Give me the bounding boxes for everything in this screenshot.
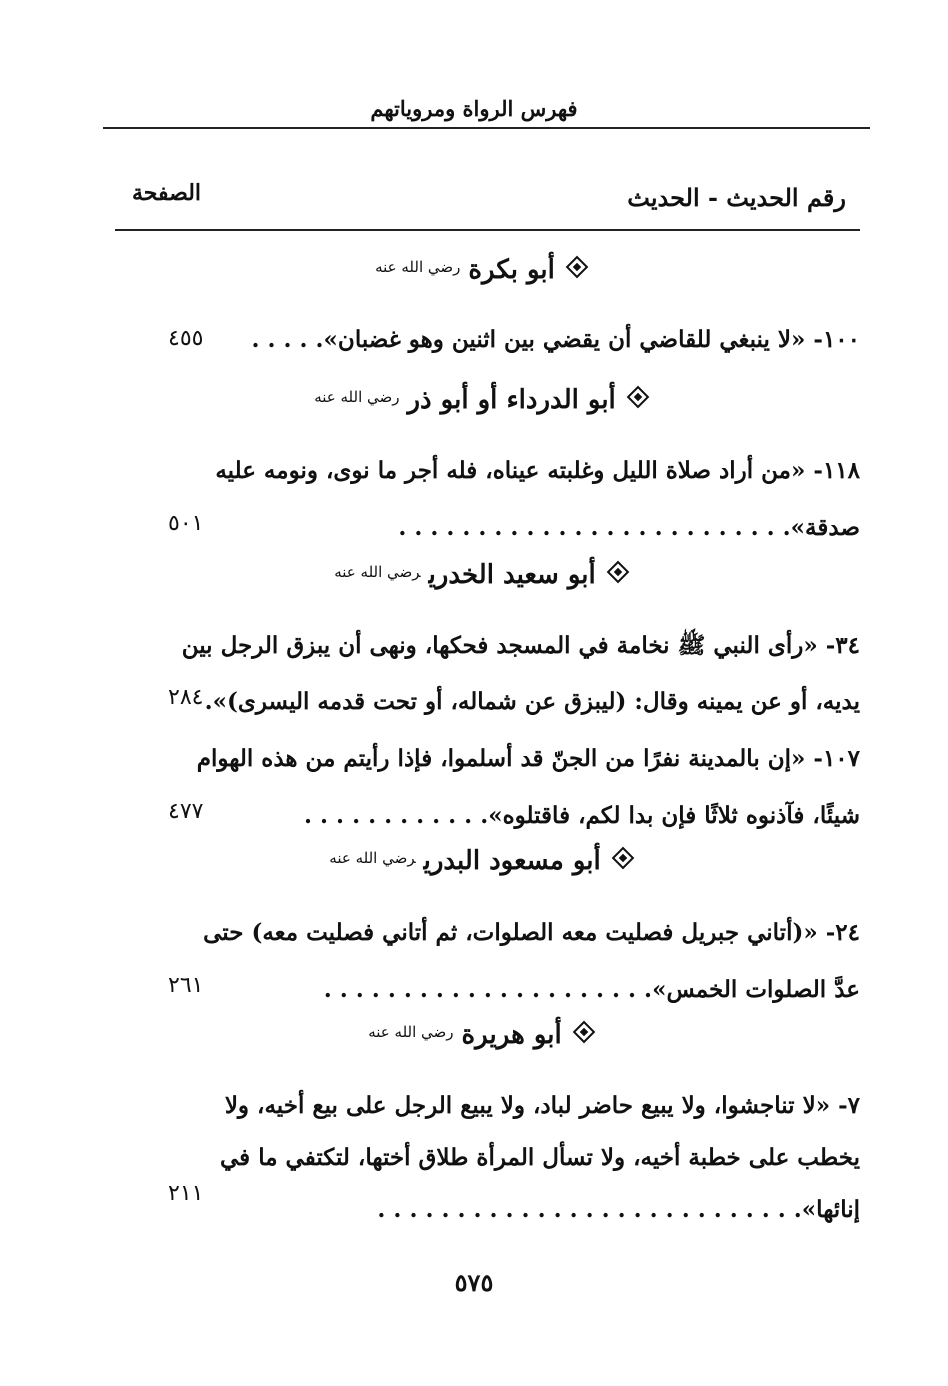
hadith-line: ١٠٠- «لا ينبغي للقاضي أن يقضي بين اثنين وهو غضبان». . . . . bbox=[251, 326, 860, 353]
page-ref: ٢٨٤ bbox=[168, 685, 204, 710]
diamond-bullet-icon bbox=[611, 847, 634, 870]
top-rule bbox=[103, 127, 870, 129]
honorific-text: رضي الله عنه bbox=[314, 388, 400, 406]
narrator-heading bbox=[280, 1020, 680, 1050]
page-number: ٥٧٥ bbox=[454, 1268, 494, 1297]
hadith-line: عدَّ الصلوات الخمس». . . . . . . . . . . . . . . . . . . . . bbox=[323, 976, 860, 1003]
honorific-text: رضي الله عنه bbox=[368, 1023, 454, 1041]
hadith-line: يخطب على خطبة أخيه، ولا تسأل المرأة طلاق أختها، لتكتفي ما في bbox=[220, 1144, 860, 1171]
honorific-text: رضي الله عنه bbox=[375, 258, 461, 276]
narrator-heading bbox=[280, 255, 680, 285]
hadith-line: صدقة». . . . . . . . . . . . . . . . . . . . . . . . . bbox=[398, 514, 860, 541]
honorific-text: رضي الله عنه bbox=[334, 563, 421, 581]
hadith-line: إنائها». . . . . . . . . . . . . . . . . . . . . . . . . . . bbox=[377, 1196, 860, 1223]
page-ref: ٢٦١ bbox=[168, 973, 204, 998]
hadith-line: ٢٤- «(أتاني جبريل فصليت معه الصلوات، ثم أتاني فصليت معه) حتى bbox=[203, 919, 860, 946]
page-ref: ٥٠١ bbox=[168, 511, 204, 536]
diamond-bullet-icon bbox=[566, 256, 589, 279]
narrator-heading bbox=[280, 385, 680, 415]
diamond-bullet-icon bbox=[572, 1021, 595, 1044]
narrator-heading bbox=[280, 846, 680, 876]
hadith-line: ١٠٧- «إن بالمدينة نفرًا من الجنّ قد أسلموا، فإذا رأيتم من هذه الهوام bbox=[196, 745, 860, 772]
header-rule bbox=[115, 229, 860, 231]
page-ref: ٤٥٥ bbox=[168, 326, 204, 351]
hadith-line: يديه، أو عن يمينه وقال: (ليبزق عن شماله، أو تحت قدمه اليسرى)». bbox=[204, 688, 860, 715]
diamond-bullet-icon bbox=[606, 561, 629, 584]
narrator-name: أبو بكرة bbox=[468, 255, 555, 285]
narrator-name: أبو سعيد الخدري bbox=[428, 560, 596, 590]
hadith-line: ١١٨- «من أراد صلاة الليل وغلبته عيناه، فله أجر ما نوى، ونومه عليه bbox=[215, 457, 860, 484]
column-header-hadith: رقم الحديث - الحديث bbox=[627, 183, 846, 212]
narrator-name: أبو الدرداء أو أبو ذر bbox=[407, 385, 616, 415]
honorific-text: رضي الله عنه bbox=[329, 849, 416, 867]
narrator-heading bbox=[280, 560, 680, 590]
running-title: فهرس الرواة ومروياتهم bbox=[370, 96, 578, 121]
page-ref: ٤٧٧ bbox=[168, 799, 204, 824]
hadith-line: ٣٤- «رأى النبي ﷺ نخامة في المسجد فحكها، ونهى أن يبزق الرجل بين bbox=[181, 632, 860, 659]
narrator-name: أبو مسعود البدري bbox=[423, 846, 601, 876]
hadith-line: شيئًا، فآذنوه ثلاثًا فإن بدا لكم، فاقتلوه». . . . . . . . . . . . bbox=[304, 802, 860, 829]
narrator-name: أبو هريرة bbox=[461, 1020, 562, 1050]
diamond-bullet-icon bbox=[626, 386, 649, 409]
hadith-line: ٧- «لا تناجشوا، ولا يبيع حاضر لباد، ولا يبيع الرجل على بيع أخيه، ولا bbox=[224, 1092, 860, 1119]
page-ref: ٢١١ bbox=[168, 1181, 204, 1206]
column-header-page: الصفحة bbox=[132, 180, 202, 206]
